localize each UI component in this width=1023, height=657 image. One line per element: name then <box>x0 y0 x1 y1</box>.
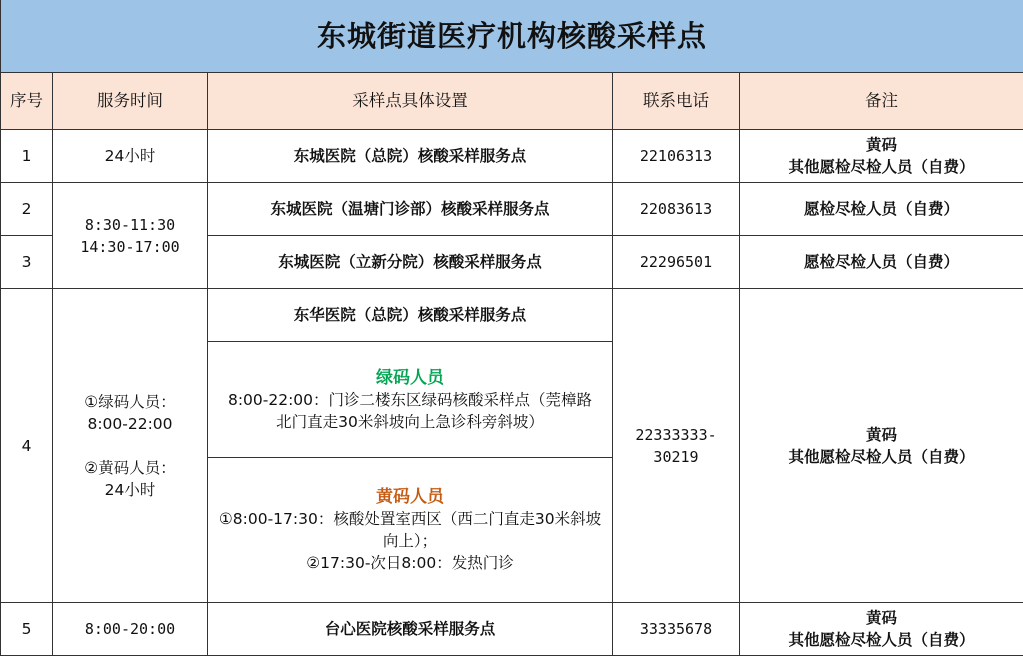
row-remark: 愿检尽检人员（自费） <box>740 236 1023 289</box>
header-row <box>1 73 1023 130</box>
row-remark: 愿检尽检人员（自费） <box>740 183 1023 236</box>
remark-line: 其他愿检尽检人员（自费） <box>788 631 975 649</box>
header-site: 采样点具体设置 <box>208 73 613 130</box>
header-service-time: 服务时间 <box>53 73 208 130</box>
row-index: 2 <box>1 183 53 236</box>
row-site: 东华医院（总院）核酸采样服务点 <box>208 289 613 342</box>
header-index: 序号 <box>1 73 53 130</box>
table-row <box>1 130 1023 183</box>
spacer <box>59 435 201 457</box>
row-remark <box>740 289 1023 603</box>
row-index: 1 <box>1 130 53 183</box>
row-remark <box>740 130 1023 183</box>
row-time: 8:30-11:30 14:30-17:00 <box>53 183 208 289</box>
table-row <box>1 603 1023 656</box>
row-time <box>53 289 208 603</box>
row-time: 24小时 <box>53 130 208 183</box>
remark-line: 其他愿检尽检人员（自费） <box>788 447 975 466</box>
row-phone: 33335678 <box>613 603 740 656</box>
yellow-code-site <box>208 458 613 603</box>
header-remark: 备注 <box>740 73 1023 130</box>
header-phone: 联系电话 <box>613 73 740 130</box>
remark-line: 黄码 <box>866 609 898 627</box>
row-phone: 22296501 <box>613 236 740 289</box>
remark-line: 黄码 <box>866 136 898 154</box>
row-index: 3 <box>1 236 53 289</box>
row-site: 台心医院核酸采样服务点 <box>208 603 613 656</box>
remark-line: 黄码 <box>866 425 898 444</box>
row-site: 东城医院（温塘门诊部）核酸采样服务点 <box>208 183 613 236</box>
row-phone: 22106313 <box>613 130 740 183</box>
row-time: 8:00-20:00 <box>53 603 208 656</box>
table-row <box>1 289 1023 342</box>
row-index: 5 <box>1 603 53 656</box>
table-row <box>1 183 1023 236</box>
green-code-title: 绿码人员 <box>376 367 444 388</box>
row-index: 4 <box>1 289 53 603</box>
yellow-code-title: 黄码人员 <box>376 487 444 507</box>
row-site: 东城医院（立新分院）核酸采样服务点 <box>208 236 613 289</box>
row-site: 东城医院（总院）核酸采样服务点 <box>208 130 613 183</box>
yellow-code-detail: ①8:00-17:30：核酸处置室西区（西二门直走30米斜坡向上）； ②17:30-次日8:00：发热门诊 <box>218 510 602 572</box>
row-phone: 22083613 <box>613 183 740 236</box>
row-phone: 22333333- 30219 <box>613 289 740 603</box>
title-row <box>1 0 1023 73</box>
time-green-code: ①绿码人员： 8:00-22:00 <box>84 392 176 433</box>
green-code-site <box>208 342 613 458</box>
row-remark <box>740 603 1023 656</box>
table-title: 东城街道医疗机构核酸采样点 <box>1 0 1023 73</box>
remark-line: 其他愿检尽检人员（自费） <box>788 158 975 176</box>
time-yellow-code: ②黄码人员： 24小时 <box>84 458 176 499</box>
green-code-detail: 8:00-22:00：门诊二楼东区绿码核酸采样点（莞樟路北门直走30米斜坡向上急诊科旁斜坡） <box>227 390 593 431</box>
